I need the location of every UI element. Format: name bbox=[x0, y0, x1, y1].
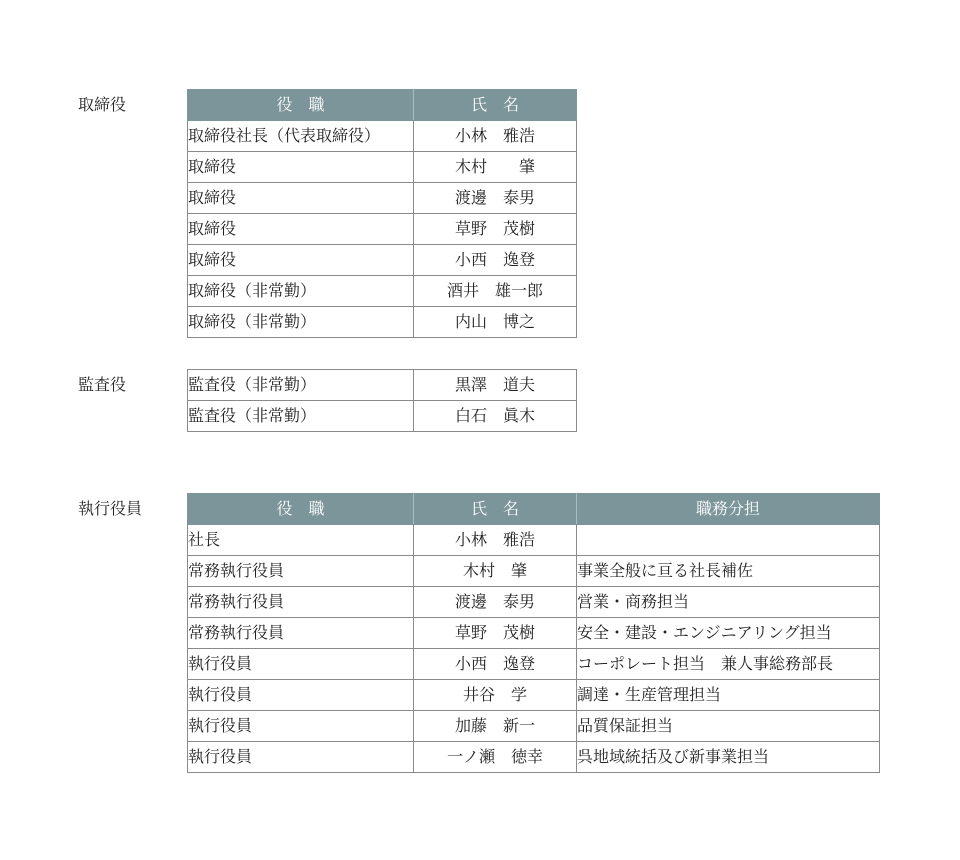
table-row bbox=[188, 401, 577, 432]
auditor-role-cell: 監査役（非常勤） bbox=[188, 401, 414, 432]
executive-role-cell: 執行役員 bbox=[188, 680, 414, 711]
executive-role-cell: 常務執行役員 bbox=[188, 587, 414, 618]
board-role-cell: 取締役 bbox=[188, 245, 414, 276]
board-role-cell: 取締役 bbox=[188, 214, 414, 245]
table-row bbox=[188, 152, 577, 183]
table-row bbox=[188, 711, 880, 742]
table-row bbox=[188, 245, 577, 276]
executive-section-label: 執行役員 bbox=[78, 499, 143, 518]
executive-role-cell: 常務執行役員 bbox=[188, 618, 414, 649]
board-header-role: 役 職 bbox=[188, 90, 414, 121]
executive-duty-cell: 品質保証担当 bbox=[577, 711, 880, 742]
executive-header-row bbox=[188, 494, 880, 525]
table-row bbox=[188, 680, 880, 711]
executive-name-cell: 井谷 学 bbox=[414, 680, 577, 711]
table-row bbox=[188, 121, 577, 152]
auditor-name-cell: 白石 眞木 bbox=[414, 401, 577, 432]
table-row bbox=[188, 587, 880, 618]
table-row bbox=[188, 307, 577, 338]
executive-duty-cell: 調達・生産管理担当 bbox=[577, 680, 880, 711]
table-row bbox=[188, 370, 577, 401]
table-row bbox=[188, 556, 880, 587]
table-row bbox=[188, 183, 577, 214]
board-name-cell: 酒井 雄一郎 bbox=[414, 276, 577, 307]
executive-role-cell: 執行役員 bbox=[188, 742, 414, 773]
board-name-cell: 草野 茂樹 bbox=[414, 214, 577, 245]
executive-name-cell: 一ノ瀬 徳幸 bbox=[414, 742, 577, 773]
board-role-cell: 取締役 bbox=[188, 152, 414, 183]
executive-name-cell: 草野 茂樹 bbox=[414, 618, 577, 649]
auditor-name-cell: 黒澤 道夫 bbox=[414, 370, 577, 401]
executive-duty-cell bbox=[577, 525, 880, 556]
executive-table bbox=[187, 493, 880, 773]
board-role-cell: 取締役（非常勤） bbox=[188, 307, 414, 338]
executive-duty-cell: 事業全般に亘る社長補佐 bbox=[577, 556, 880, 587]
board-header-row bbox=[188, 90, 577, 121]
board-name-cell: 小林 雅浩 bbox=[414, 121, 577, 152]
board-section-label: 取締役 bbox=[78, 95, 127, 114]
executive-role-cell: 執行役員 bbox=[188, 649, 414, 680]
board-table bbox=[187, 89, 577, 338]
executive-role-cell: 執行役員 bbox=[188, 711, 414, 742]
executive-name-cell: 渡邊 泰男 bbox=[414, 587, 577, 618]
executive-header-role: 役 職 bbox=[188, 494, 414, 525]
board-name-cell: 小西 逸登 bbox=[414, 245, 577, 276]
board-name-cell: 木村 肇 bbox=[414, 152, 577, 183]
board-name-cell: 渡邊 泰男 bbox=[414, 183, 577, 214]
table-row bbox=[188, 618, 880, 649]
executive-duty-cell: コーポレート担当 兼人事総務部長 bbox=[577, 649, 880, 680]
executive-duty-cell: 営業・商務担当 bbox=[577, 587, 880, 618]
executive-role-cell: 社長 bbox=[188, 525, 414, 556]
table-row bbox=[188, 525, 880, 556]
board-role-cell: 取締役社長（代表取締役） bbox=[188, 121, 414, 152]
board-header-name: 氏 名 bbox=[414, 90, 577, 121]
table-row bbox=[188, 276, 577, 307]
executive-header-duty: 職務分担 bbox=[577, 494, 880, 525]
board-name-cell: 内山 博之 bbox=[414, 307, 577, 338]
table-row bbox=[188, 649, 880, 680]
executive-name-cell: 小林 雅浩 bbox=[414, 525, 577, 556]
auditor-table bbox=[187, 369, 577, 432]
executive-role-cell: 常務執行役員 bbox=[188, 556, 414, 587]
executive-duty-cell: 安全・建設・エンジニアリング担当 bbox=[577, 618, 880, 649]
board-role-cell: 取締役 bbox=[188, 183, 414, 214]
executive-duty-cell: 呉地域統括及び新事業担当 bbox=[577, 742, 880, 773]
table-row bbox=[188, 214, 577, 245]
table-row bbox=[188, 742, 880, 773]
executive-name-cell: 木村 肇 bbox=[414, 556, 577, 587]
auditor-section-label: 監査役 bbox=[78, 375, 127, 394]
executive-name-cell: 加藤 新一 bbox=[414, 711, 577, 742]
board-role-cell: 取締役（非常勤） bbox=[188, 276, 414, 307]
executive-name-cell: 小西 逸登 bbox=[414, 649, 577, 680]
executive-header-name: 氏 名 bbox=[414, 494, 577, 525]
auditor-role-cell: 監査役（非常勤） bbox=[188, 370, 414, 401]
